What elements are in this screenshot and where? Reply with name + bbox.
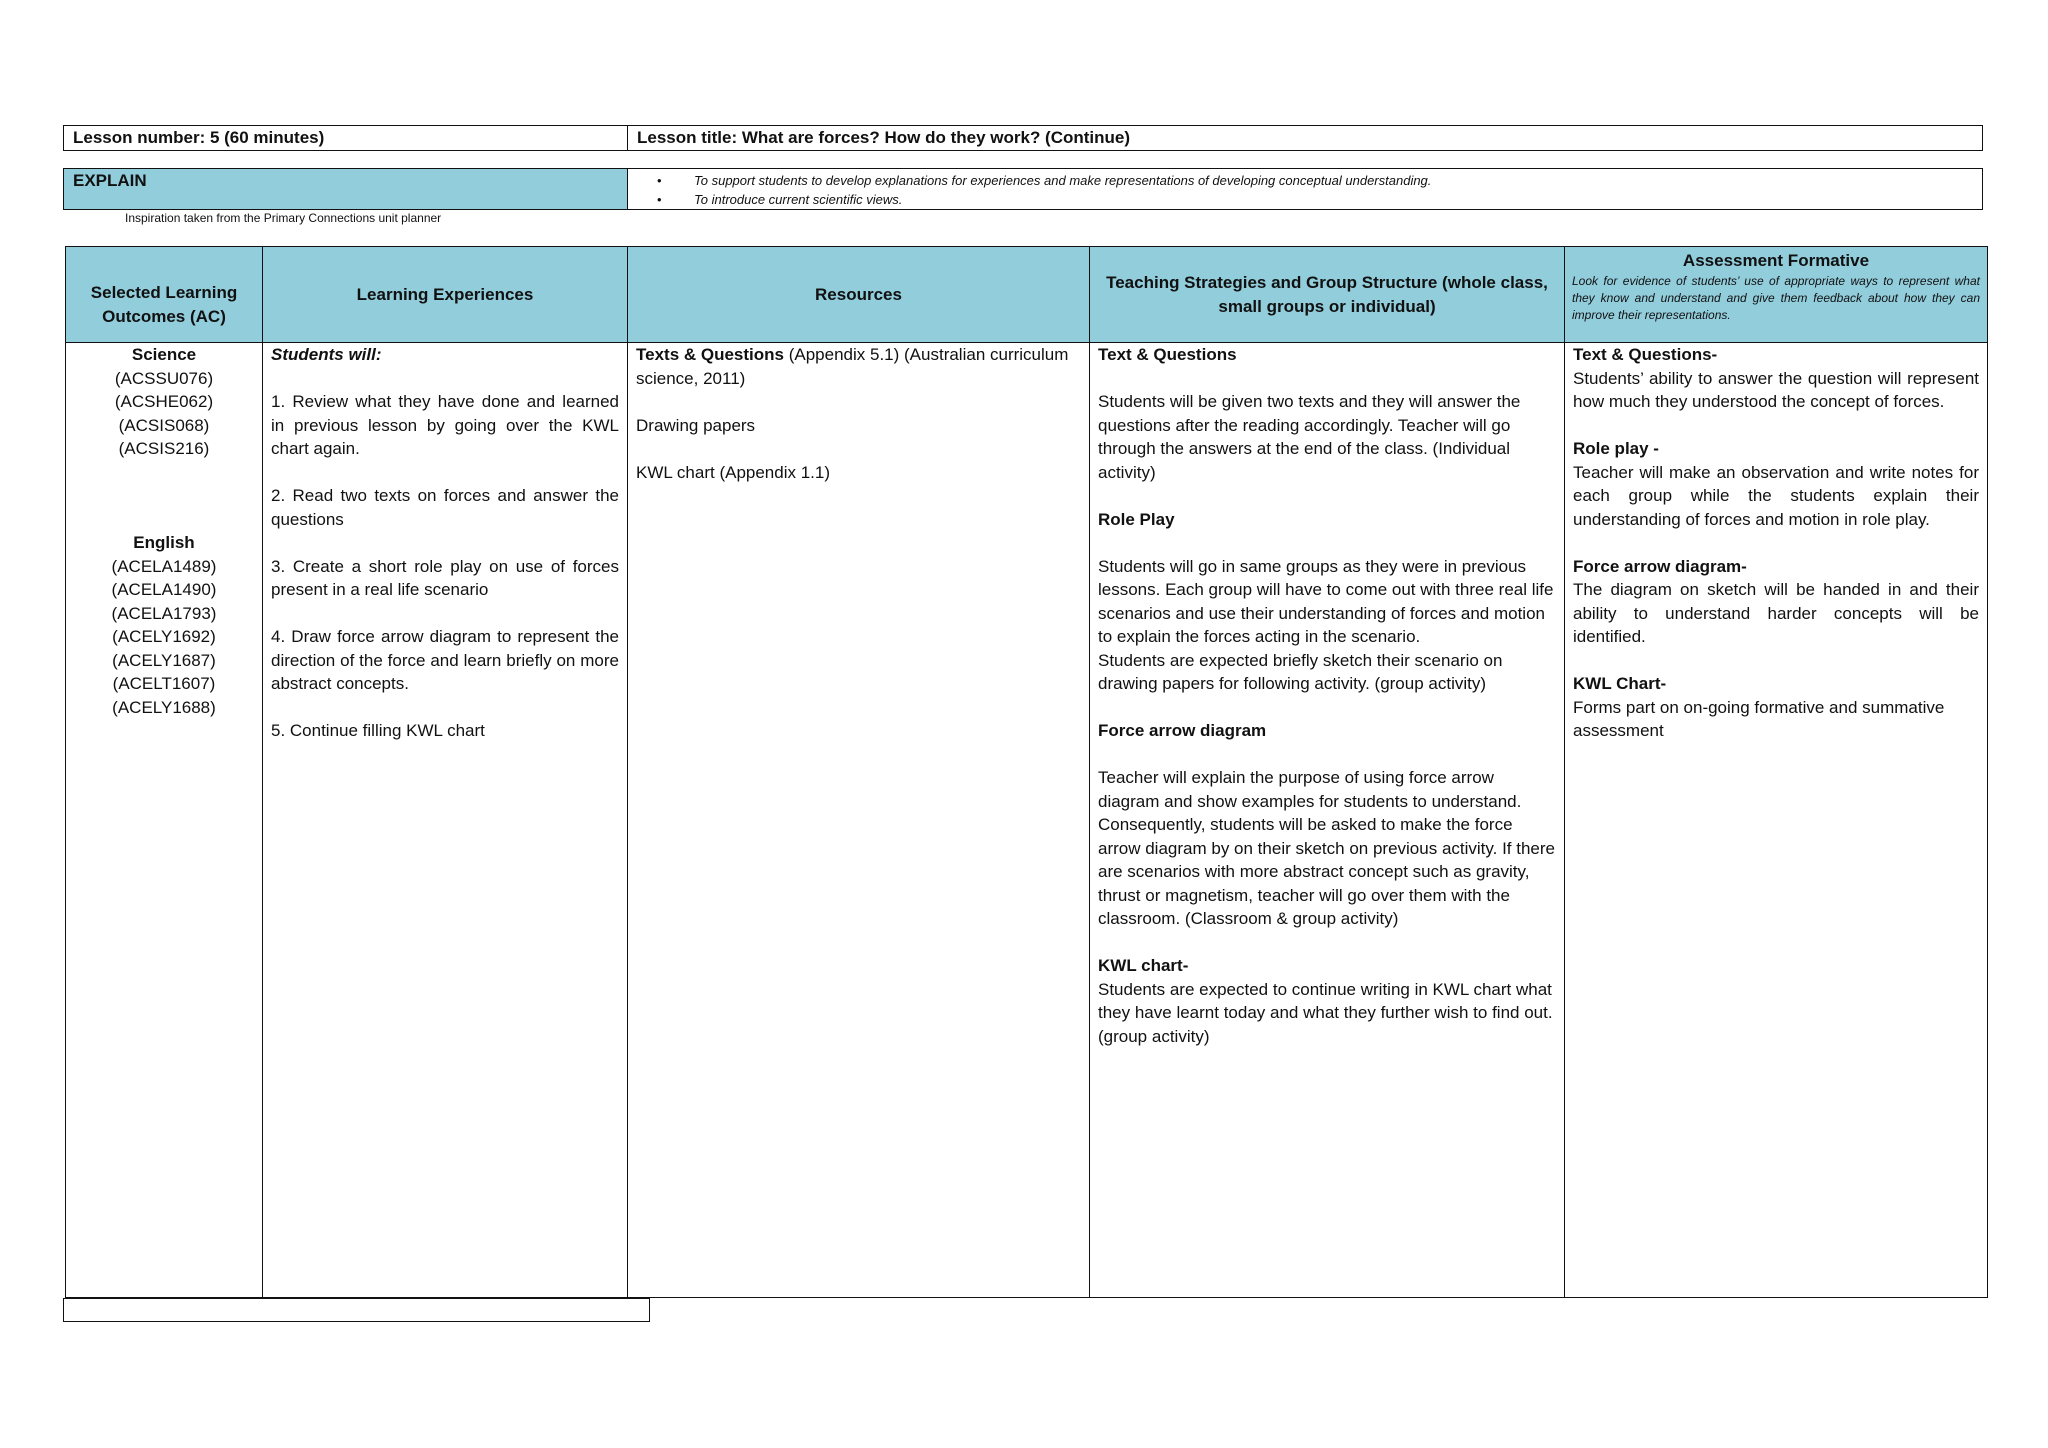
inspiration-note: Inspiration taken from the Primary Connections unit planner (125, 211, 442, 225)
explain-row (63, 168, 1983, 210)
strategy-title: Force arrow diagram (1098, 721, 1267, 740)
outcome-code: (ACELY1692) (112, 627, 216, 646)
outcome-code: (ACELY1688) (112, 697, 216, 717)
assessment-header (1565, 247, 1987, 343)
experience-item: 5. Continue filling KWL chart (271, 721, 485, 740)
strategy-text: Teacher will explain the purpose of using force arrow diagram and show examples for students to understand. Consequently, students will be asked to make the force arrow diagram by on their sketch on previous activity. If there are scenarios with more abstract concept such as gravity, thrust or magnetism, teacher will go over them with the classroom. (Classroom & group activity) (1098, 768, 1555, 928)
resource-texts-detail: (Appendix 5.1) (Australian curriculum science, 2011) (636, 345, 1069, 388)
assessment-item-text: Forms part on on-going formative and summative assessment (1573, 697, 1945, 740)
outcome-code: (ACELA1489) (111, 556, 217, 576)
outcome-code: (ACSIS068) (118, 415, 210, 435)
assessment-item-text: The diagram on sketch will be handed in and their ability to understand harder concepts will be identified. (1573, 580, 1979, 646)
science-label: Science (131, 345, 197, 364)
strategies-body (1090, 343, 1564, 1048)
lesson-header-row (63, 125, 1983, 151)
strategies-header: Teaching Strategies and Group Structure (whole class, small groups or individual) (1090, 247, 1564, 343)
outcome-code: (ACELA1490) (111, 580, 217, 599)
assessment-item-title: Role play - (1573, 439, 1659, 458)
assessment-item-title: Force arrow diagram- (1573, 556, 1747, 576)
outcome-code: (ACSIS216) (118, 439, 210, 458)
outcome-code: (ACELA1793) (111, 603, 217, 623)
english-label: English (133, 533, 195, 552)
lesson-title: Lesson title: What are forces? How do they work? (Continue) (637, 128, 1131, 147)
resources-body (628, 343, 1089, 484)
resources-column (628, 247, 1090, 1297)
strategy-text: Students will be given two texts and they will answer the questions after the reading accordingly. Teacher will go through the answers at the end of the class. (Individual activity) (1098, 392, 1521, 482)
assessment-item-title: Text & Questions- (1573, 345, 1718, 364)
explain-objectives (628, 169, 1982, 209)
outcome-code: (ACELY1687) (112, 650, 216, 670)
experiences-body (263, 343, 627, 743)
lesson-plan-table (65, 246, 1988, 1298)
strategy-text: Students are expected briefly sketch their scenario on drawing papers for following activity. (group activity) (1098, 650, 1503, 693)
resource-drawing-papers: Drawing papers (636, 415, 756, 435)
outcome-code: (ACELT1607) (112, 674, 216, 693)
experience-item: 3. Create a short role play on use of forces present in a real life scenario (271, 556, 619, 599)
experience-item: 4. Draw force arrow diagram to represent the direction of the force and learn briefly on more abstract concepts. (271, 627, 619, 693)
assessment-note: Look for evidence of students’ use of appropriate ways to represent what they know and understand and give them feedback about how they can improve their representations. (1572, 274, 1980, 322)
resource-kwl-chart: KWL chart (Appendix 1.1) (636, 462, 831, 482)
resource-texts-title: Texts & Questions (636, 345, 784, 364)
strategy-text: Students will go in same groups as they were in previous lessons. Each group will have to come out with three real life scenarios and use their understanding of forces and motion to explain the forces acting in the scenario. (1098, 556, 1554, 646)
resources-header: Resources (628, 247, 1089, 343)
assessment-item-title: KWL Chart- (1573, 674, 1667, 693)
lesson-number: Lesson number: 5 (60 minutes) (64, 126, 628, 150)
outcomes-header: Selected Learning Outcomes (AC) (66, 247, 262, 343)
explain-label: EXPLAIN (64, 169, 628, 209)
strategy-text: Students are expected to continue writing in KWL chart what they have learnt today and what they further wish to find out. (group activity) (1098, 979, 1553, 1046)
experience-item: 1. Review what they have done and learned in previous lesson by going over the KWL chart again. (271, 392, 619, 458)
explain-bullet: • To support students to develop explanations for experiences and make representations of developing conceptual understanding. (690, 171, 1982, 190)
outcome-code: (ACSSU076) (114, 368, 214, 388)
strategy-title: Role Play (1098, 509, 1175, 529)
assessment-item-text: Teacher will make an observation and write notes for each group while the students explain their understanding of forces and motion in role play. (1573, 462, 1979, 529)
outcomes-body (66, 343, 262, 719)
outcomes-column (66, 247, 263, 1297)
assessment-column (1565, 247, 1987, 1297)
resource-texts (636, 343, 1081, 390)
assessment-title: Assessment Formative (1682, 251, 1870, 270)
strategies-column (1090, 247, 1565, 1297)
experiences-intro: Students will: (271, 345, 382, 364)
experience-item: 2. Read two texts on forces and answer the questions (271, 486, 619, 529)
footer-empty-box (63, 1298, 650, 1322)
strategy-title: KWL chart- (1098, 956, 1189, 975)
experiences-header: Learning Experiences (263, 247, 627, 343)
experiences-column (263, 247, 628, 1297)
outcome-code: (ACSHE062) (114, 392, 214, 411)
explain-bullet: • To introduce current scientific views. (690, 190, 1982, 209)
assessment-body (1565, 343, 1987, 743)
assessment-item-text: Students’ ability to answer the question will represent how much they understood the concept of forces. (1573, 368, 1979, 411)
strategy-title: Text & Questions (1098, 345, 1237, 364)
